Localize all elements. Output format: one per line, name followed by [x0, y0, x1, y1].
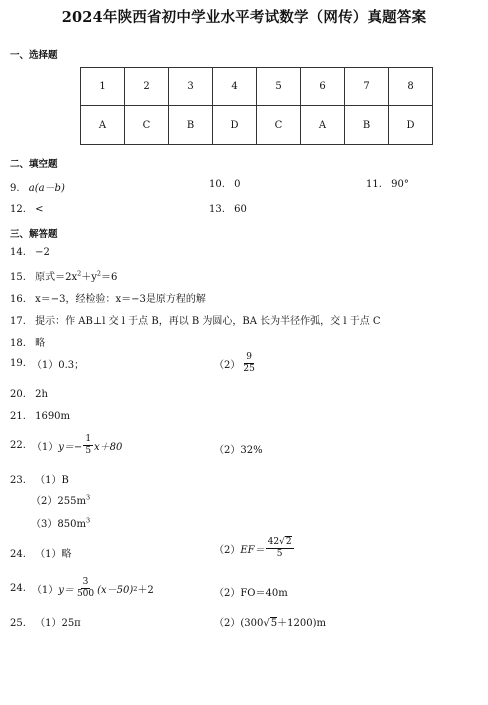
q17-value: 提示：作 AB⊥l 交 l 于点 B，再以 B 为圆心，BA 长为半径作弧，交 l 于点 C: [35, 316, 381, 327]
q12-value: <: [35, 204, 44, 215]
question-number-cell: 7: [345, 68, 389, 106]
q22-expr-rest: x＋80: [94, 442, 123, 453]
question-number: 14.: [10, 247, 26, 258]
fraction-numerator: 42√2: [267, 537, 292, 547]
fraction-denominator: 5: [85, 446, 92, 456]
q14-value: −2: [35, 247, 50, 258]
q15-expr-part3: ＝6: [101, 272, 118, 283]
radicand: 5: [270, 618, 278, 629]
q24a-answer: [10, 545, 71, 560]
q25-expr-open: (300: [240, 618, 264, 629]
q15-expr-part1: 原式＝2x: [35, 272, 78, 283]
question-number: 21.: [10, 411, 26, 422]
q19-part2-label: （2）: [214, 360, 241, 371]
q16-value: x＝−3，经检验：x＝−3是原方程的解: [35, 294, 206, 305]
q21-value: 1690m: [35, 411, 71, 422]
q24b-answer: 24. （1） y＝ $\frac{3}{500}$ (x－50) 2 ＋2: [10, 577, 154, 599]
q20-answer: [10, 389, 48, 400]
answer-cell: C: [125, 106, 169, 145]
q23-part1: （1）B: [35, 475, 69, 486]
q18-answer: [10, 334, 45, 349]
q16-answer: [10, 290, 206, 305]
q22-answer: [10, 434, 122, 457]
multiple-choice-answer-table: [80, 67, 433, 145]
q19-fraction: [241, 352, 256, 375]
q24a-part1: （1）略: [35, 549, 72, 560]
q15-answer: [10, 268, 117, 283]
q15-exponent-1: 2: [77, 269, 82, 278]
q23-answer: [10, 471, 69, 486]
question-number-cell: 4: [213, 68, 257, 106]
q23-part3-exponent: 3: [85, 516, 91, 525]
question-number: 10.: [209, 179, 225, 190]
question-number: 15.: [10, 272, 26, 283]
q25-part1: （1）25π: [35, 618, 81, 629]
section-solutions-heading: 三、解答题: [10, 229, 58, 240]
q10-answer: [209, 179, 240, 190]
q22-fraction: [83, 434, 93, 457]
q24b-part2: （2）FO＝40m: [214, 588, 288, 599]
q11-value: 90°: [391, 179, 409, 190]
q24b-part1-label: （1）: [31, 585, 59, 596]
fraction-numerator: 3: [82, 577, 89, 587]
q22-expr-start: y＝−: [58, 442, 83, 453]
q23-part2-exponent: 3: [85, 493, 91, 502]
q14-answer: [10, 247, 50, 258]
question-number: 18.: [10, 338, 26, 349]
q17-answer: [10, 312, 381, 327]
q21-answer: [10, 411, 70, 422]
question-number-cell: 8: [389, 68, 433, 106]
question-number-cell: 2: [125, 68, 169, 106]
answer-cell: A: [81, 106, 125, 145]
q25-answer: [10, 614, 81, 629]
q13-answer: [209, 204, 247, 215]
q9-expression: a(a－b): [28, 183, 65, 194]
answer-cell: C: [257, 106, 301, 145]
question-number: 16.: [10, 294, 26, 305]
q25-part2: （2）(300√5＋1200)m: [214, 618, 326, 629]
question-number: 12.: [10, 204, 26, 215]
q25-expr-close: ＋1200)m: [277, 618, 326, 629]
q11-answer: [366, 179, 409, 190]
q23-part3-text: （3）850m: [31, 519, 86, 530]
question-number-cell: 5: [257, 68, 301, 106]
answer-cell: A: [301, 106, 345, 145]
q19-part2: [214, 352, 258, 375]
q22-part2: （2）32%: [214, 445, 263, 456]
question-number: 23.: [10, 475, 26, 486]
question-number-cell: 3: [169, 68, 213, 106]
question-number: 20.: [10, 389, 26, 400]
q12-answer: [10, 204, 43, 215]
question-number: 11.: [366, 179, 382, 190]
q24b-expr-start: y＝: [58, 585, 74, 596]
answer-cell: B: [345, 106, 389, 145]
fraction-denominator: 5: [276, 549, 283, 559]
question-number: 22.: [10, 440, 26, 451]
q24a-fraction: [266, 537, 294, 560]
question-number: 19.: [10, 358, 26, 369]
question-number-cell: 6: [301, 68, 345, 106]
q13-value: 60: [234, 204, 247, 215]
q15-exponent-2: 2: [96, 269, 102, 278]
section-multiple-choice-heading: 一、选择题: [10, 50, 58, 61]
q24b-fraction: [75, 577, 96, 600]
q23-part3: [31, 515, 90, 530]
question-number: 13.: [209, 204, 225, 215]
question-number: 25.: [10, 618, 26, 629]
q25-part2-label: （2）: [214, 618, 241, 629]
page-title: 2024年陕西省初中学业水平考试数学（网传）真题答案: [61, 9, 427, 26]
q24b-expr-paren: (x－50): [97, 585, 134, 596]
q24b-expr-tail: ＋2: [137, 585, 154, 596]
q23-part2: [31, 492, 90, 507]
q9-answer: [10, 179, 65, 194]
radicand: 2: [285, 537, 292, 547]
fraction-denominator: 25: [243, 364, 255, 374]
q19-answer: [10, 356, 84, 371]
q22-part1-label: （1）: [31, 442, 59, 453]
question-number: 17.: [10, 316, 26, 327]
fraction-denominator: 500: [76, 589, 95, 599]
answer-cell: D: [213, 106, 257, 145]
q18-value: 略: [35, 338, 46, 349]
q20-value: 2h: [35, 389, 48, 400]
fraction-numerator: 9: [246, 352, 252, 362]
answer-cell: D: [389, 106, 433, 145]
q23-part2-text: （2）255m: [31, 496, 86, 507]
q24a-expr-start: EF＝: [240, 545, 265, 556]
q24a-part2: [214, 537, 295, 560]
section-fill-in-heading: 二、填空题: [10, 159, 58, 170]
question-number-cell: 1: [81, 68, 125, 106]
q15-expr-part2: ＋y: [81, 272, 97, 283]
fraction-numerator: 1: [85, 434, 92, 444]
question-number: 24.: [10, 583, 26, 594]
q19-part1: （1）0.3；: [31, 360, 85, 371]
question-number: 9.: [10, 183, 20, 194]
question-number: 24.: [10, 549, 26, 560]
q24a-part2-label: （2）: [214, 545, 241, 556]
numerator-coefficient: 42: [267, 537, 280, 547]
q10-value: 0: [234, 179, 241, 190]
answer-cell: B: [169, 106, 213, 145]
